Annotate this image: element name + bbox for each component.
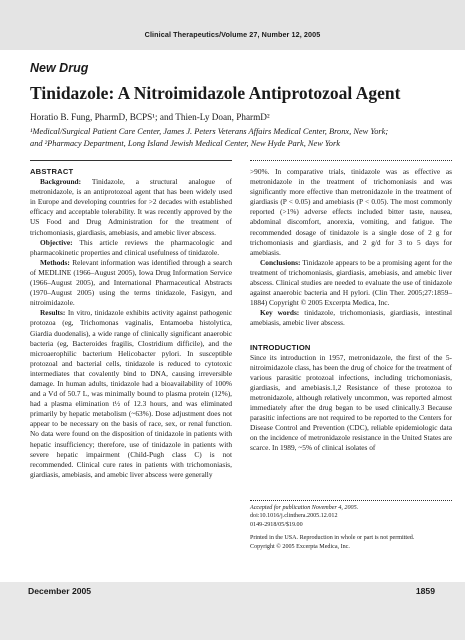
keywords-text: tinidazole, trichomoniasis, giardiasis, intestinal amebiasis, amebic liver abscess. bbox=[250, 308, 453, 328]
header-band bbox=[0, 0, 465, 50]
article-title: Tinidazole: A Nitroimidazole Antiprotozoal Agent bbox=[30, 83, 401, 103]
results-continued: >90%. In comparative trials, tinidazole was as effective as metronidazole in the treatment of trichomoniasis and was significantly more effective than metronidazole in the treatment of giardiasis (P < 0.05) and amebiasis (P < 0.05). The most commonly reported (>1%) adverse effects included bitter taste, nausea, abdominal discomfort, anorexia, vomiting, and fatigue. The recommended dosage of tinidazole is a single dose of 2 g for trichomoniasis and giardiasis, and 2 g/d for 3 to 5 days for amebiasis. bbox=[250, 167, 452, 257]
methods-text: Relevant information was identified through a search of MEDLINE (1966–August 2005), Iowa Drug Information Service (1966–August 2005), and International Pharmaceutical Abstracts (1970–August 2005) using the terms tinidazole, Fasigyn, and nitroimidazole. bbox=[30, 257, 232, 308]
affiliation-1: ¹Medical/Surgical Patient Care Center, James J. Peters Veterans Affairs Medical Center, Bronx, New York; bbox=[30, 127, 389, 136]
methods-label: Methods: bbox=[40, 257, 70, 267]
journal-header: Clinical Therapeutics/Volume 27, Number 12, 2005 bbox=[144, 30, 321, 39]
footnote-rule bbox=[250, 500, 452, 501]
abstract-column-left bbox=[30, 167, 232, 480]
abstract-rule bbox=[30, 160, 232, 161]
affiliation-2: and ²Pharmacy Department, Long Island Jewish Medical Center, New Hyde Park, New York bbox=[30, 139, 340, 148]
column-rule bbox=[250, 160, 452, 161]
results-text: In vitro, tinidazole exhibits activity against pathogenic protozoa (eg, Trichomonas vaginalis, Entamoeba histolytica, Giardia duodenalis), a wide range of clinically significant anaerobic bacteria (eg, Bacteroides fragilis, Clostridium difficile), and the microaerophilic bacterium Helicobacter pylori. In susceptible protozoal and bacterial cells, tinidazole is reduced to cytotoxic intermediates that covalently bind to DNA, causing irreversible damage. In human adults, tinidazole had a bioavailability of 100% and a Vd of 50.7 L, was minimally bound to plasma protein (12%), had a plasma elimination t½ of 12.3 hours, and was eliminated primarily by hepatic metabolism (~63%). Dose adjustment does not appear to be necessary on the basis of race, sex, or renal function. No data were found on the disposition of tinidazole in patients with hepatic insufficiency; therefore, use of tinidazole in patients with severe hepatic impairment (Child-Pugh class C) is not recommended. Clinical cure rates in patients with trichomoniasis, giardiasis, amebiasis, and amebic liver abscess were generally bbox=[30, 308, 233, 479]
printed-notice: Printed in the USA. Reproduction in whole or part is not permitted. bbox=[250, 535, 415, 542]
background-label: Background: bbox=[40, 177, 82, 187]
keywords-label: Key words: bbox=[260, 308, 300, 318]
abstract-heading: ABSTRACT bbox=[30, 167, 74, 176]
issue-date: December 2005 bbox=[28, 586, 92, 596]
background-text: Tinidazole, a structural analogue of metronidazole, is an antiprotozoal agent that has been widely used in Europe and developing countries for >2 decades with established efficacy and acceptable tolerability. It was recently approved by the US Food and Drug Administration for the treatment of trichomoniasis, giardiasis, amebiasis, and amebic liver abscess. bbox=[30, 177, 232, 237]
introduction-text: Since its introduction in 1957, metronidazole, the first of the 5-nitroimidazole class, has been the drug of choice for the treatment of various parasitic protozoal infections, including trichomoniasis, giardiasis, and amebiasis.1,2 Resistance of these protozoa to metronidazole, although relatively uncommon, was reported almost immediately after the drug began to be used clinically.3 Because parasitic infections are not required to be reported to the Centers for Disease Control and Prevention (CDC), reliable epidemiologic data on the incidence of metronidazole resistance in the United States are scarce. In 1989, ~5% of clinical isolates of bbox=[250, 352, 452, 453]
page-number: 1859 bbox=[415, 586, 435, 596]
doi: doi:10.1016/j.clinthera.2005.12.012 bbox=[250, 513, 338, 520]
conclusions-text: Tinidazole appears to be a promising agent for the treatment of trichomoniasis, giardiasis, amebiasis, and amebic liver abscess. Clinical studies are needed to evaluate the use of tinidazole against anaerobic bacteria and H pylori. (Clin Ther. 2005;27:1859–1884) Copyright © 2005 Excerpta Medica, Inc. bbox=[250, 257, 452, 308]
article-kicker: New Drug bbox=[30, 61, 89, 75]
results-label: Results: bbox=[40, 308, 66, 318]
copyright-notice: Copyright © 2005 Excerpta Medica, Inc. bbox=[250, 543, 350, 550]
footnote bbox=[250, 504, 452, 551]
abstract-column-right bbox=[250, 167, 452, 454]
objective-label: Objective: bbox=[40, 237, 73, 247]
issn: 0149-2918/05/$19.00 bbox=[250, 521, 303, 528]
article-authors: Horatio B. Fung, PharmD, BCPS¹; and Thien-Ly Doan, PharmD² bbox=[30, 112, 270, 122]
conclusions-label: Conclusions: bbox=[260, 257, 301, 267]
objective-text: This article reviews the pharmacologic and pharmacokinetic properties and clinical usefulness of tinidazole. bbox=[30, 237, 232, 257]
accepted-date: Accepted for publication November 4, 2005. bbox=[250, 505, 359, 511]
introduction-heading: INTRODUCTION bbox=[250, 342, 311, 352]
author-affiliations bbox=[30, 126, 450, 150]
